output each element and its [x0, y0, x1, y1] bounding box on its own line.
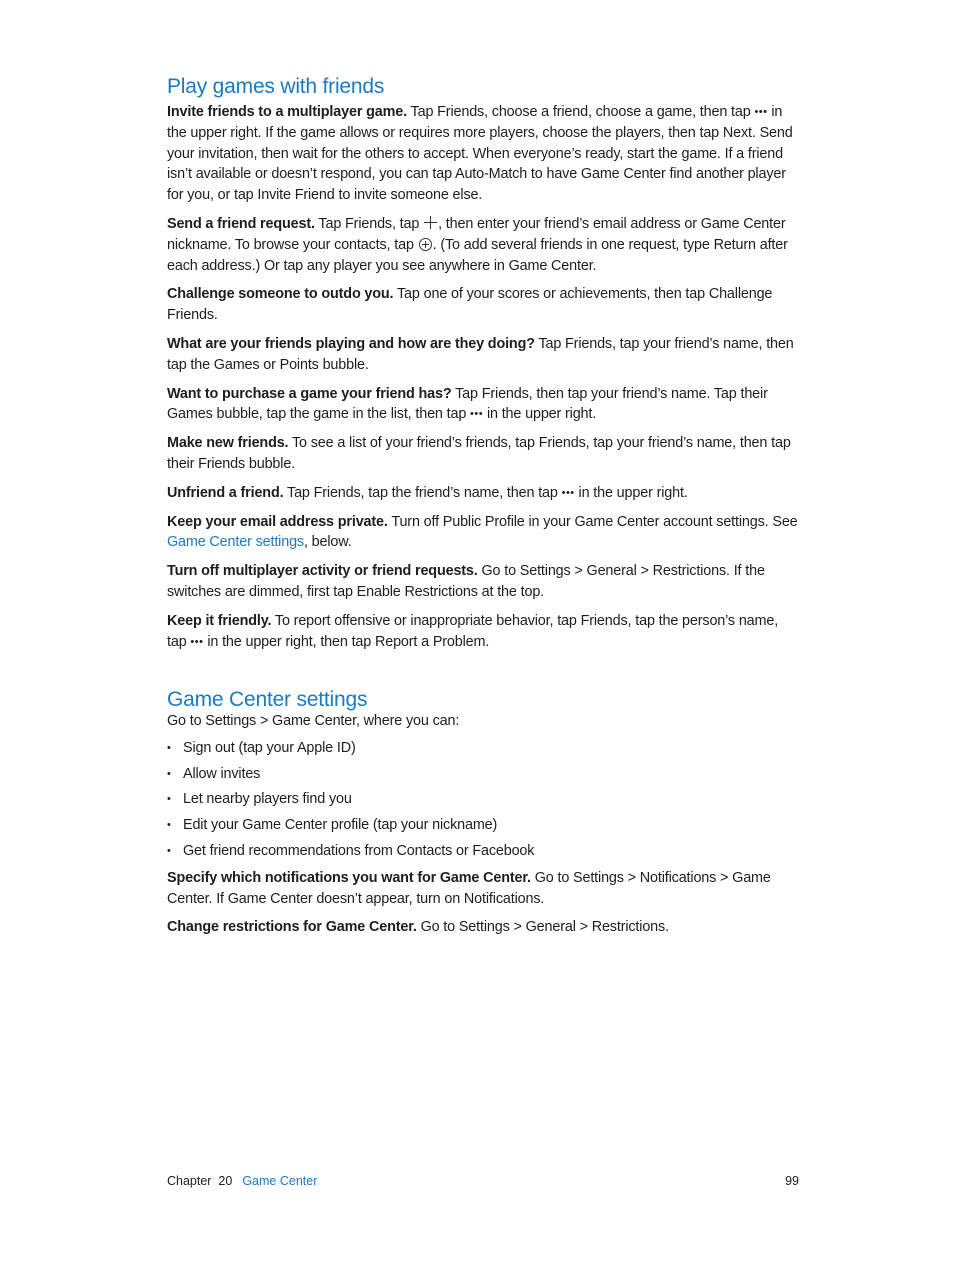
paragraph-email-private: Keep your email address private. Turn off Public Profile in your Game Center account settings. See Game Center settings, below. [167, 513, 798, 551]
section-game-center-settings-body [167, 711, 799, 946]
plus-icon [424, 216, 437, 229]
more-icon: ••• [470, 408, 484, 421]
page-number: 99 [785, 1174, 799, 1188]
paragraph-keep-friendly: Keep it friendly. To report offensive or inappropriate behavior, tap Friends, tap the person’s name, tap ••• in the upper right, then tap Report a Problem. [167, 612, 779, 650]
paragraph-restrictions: Change restrictions for Game Center. Go to Settings > General > Restrictions. [167, 919, 669, 936]
paragraph-send-friend-request: Send a friend request. Tap Friends, tap , then enter your friend’s email address or Game Center nickname. To browse your contacts, tap . (To add several friends in one request, type Return after each address.) Or tap any player you see anywhere in Game Center. [167, 215, 788, 274]
paragraph-friends-playing: What are your friends playing and how are they doing? Tap Friends, tap your friend’s name, then tap the Games or Points bubble. [167, 335, 794, 373]
section-play-games-body [167, 102, 799, 660]
game-center-settings-link[interactable]: Game Center settings [167, 534, 304, 551]
list-item: • Sign out (tap your Apple ID) [167, 738, 799, 759]
paragraph-challenge: Challenge someone to outdo you. Tap one of your scores or achievements, then tap Challenge Friends. [167, 286, 773, 324]
paragraph-turn-off-multiplayer: Turn off multiplayer activity or friend requests. Go to Settings > General > Restrictions. If the switches are dimmed, first tap Enable Restrictions at the top. [167, 563, 765, 600]
footer-chapter-title-link[interactable]: Game Center [242, 1174, 318, 1188]
list-item: • Allow invites [167, 764, 799, 785]
page-footer [167, 1173, 799, 1189]
circle-plus-icon [419, 238, 432, 251]
paragraph-invite-friends: Invite friends to a multiplayer game. Tap Friends, choose a friend, choose a game, then tap ••• in the upper right. If the game allows or requires more players, choose the players, then tap Next. Send your invitation, then wait for the others to accept. When everyone’s ready, start the game. If a friend isn’t available or doesn’t respond, you can tap Auto-Match to have Game Center find another player for you, or tap Invite Friend to invite someone else. [167, 104, 793, 204]
more-icon: ••• [561, 486, 575, 499]
footer-chapter: Chapter 20 [167, 1174, 233, 1188]
paragraph-notifications: Specify which notifications you want for Game Center. Go to Settings > Notifications > Game Center. If Game Center doesn’t appear, turn on Notifications. [167, 869, 771, 907]
more-icon: ••• [190, 635, 204, 648]
section-heading-play-games: Play games with friends [167, 75, 385, 98]
section-heading-game-center-settings: Game Center settings [167, 688, 368, 711]
more-icon: ••• [754, 106, 768, 118]
paragraph-purchase-game: Want to purchase a game your friend has? Tap Friends, then tap your friend’s name. Tap their Games bubble, tap the game in the list, then tap ••• in the upper right. [167, 385, 768, 423]
paragraph-settings-intro: Go to Settings > Game Center, where you can: [167, 713, 460, 729]
paragraph-make-new-friends: Make new friends. To see a list of your friend’s friends, tap Friends, tap your friend’s name, then tap their Friends bubble. [167, 435, 791, 472]
list-item: • Get friend recommendations from Contacts or Facebook [167, 841, 799, 862]
list-item: • Let nearby players find you [167, 789, 799, 810]
paragraph-unfriend: Unfriend a friend. Tap Friends, tap the friend’s name, then tap ••• in the upper right. [167, 484, 688, 501]
list-item: • Edit your Game Center profile (tap your nickname) [167, 815, 799, 836]
settings-list [167, 738, 799, 862]
